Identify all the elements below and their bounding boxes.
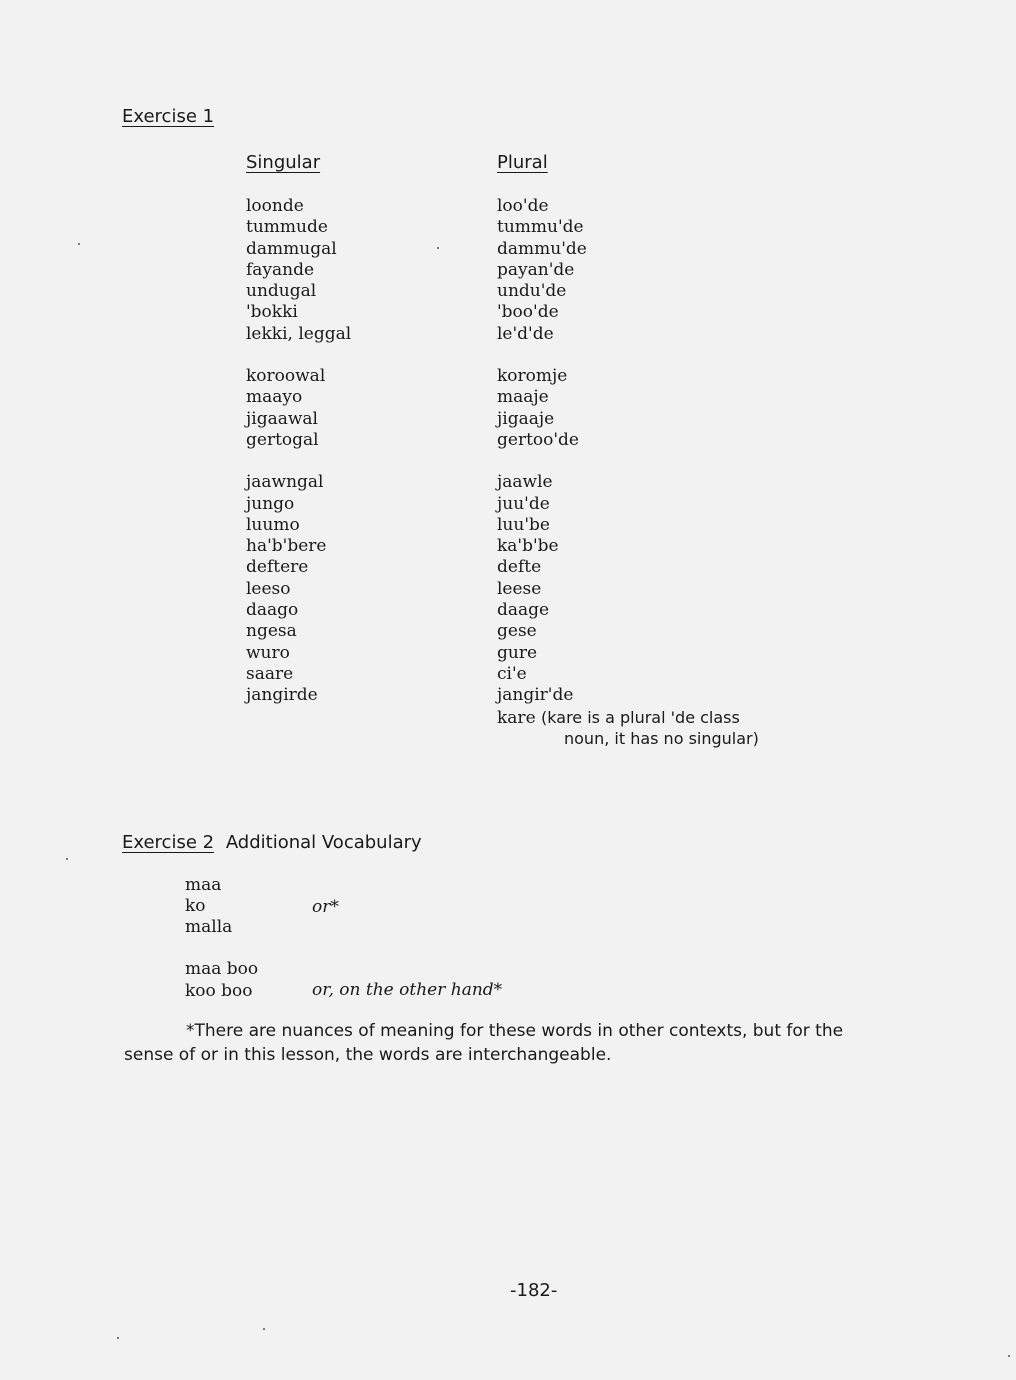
scan-speck — [263, 1328, 265, 1330]
scan-speck — [1008, 1355, 1010, 1357]
plural-word: gese — [497, 621, 537, 642]
plural-word: leese — [497, 578, 542, 599]
exercise2-heading — [122, 832, 422, 853]
footnote-line-1: *There are nuances of meaning for these words in other contexts, but for the — [186, 1021, 844, 1041]
plural-column — [497, 196, 759, 749]
vocab-group-1 — [185, 875, 232, 938]
singular-word: leeso — [246, 578, 291, 599]
singular-word: jangirde — [246, 685, 318, 706]
singular-word: gertogal — [246, 429, 319, 450]
plural-word: luu'be — [497, 514, 550, 535]
kare-word: kare — [497, 707, 536, 728]
singular-word: daago — [246, 600, 299, 621]
plural-word: payan'de — [497, 259, 575, 280]
vocab-word: malla — [185, 917, 233, 937]
singular-word: tummude — [246, 217, 328, 238]
vocab-meaning-2: or, on the other hand* — [312, 980, 503, 1000]
plural-word: dammu'de — [497, 238, 587, 259]
singular-word: loonde — [246, 196, 304, 216]
plural-word: ka'b'be — [497, 536, 559, 557]
plural-word: defte — [497, 557, 542, 578]
singular-word: wuro — [246, 642, 290, 663]
vocab-meaning-1: or* — [312, 897, 339, 917]
singular-word: jigaawal — [246, 408, 318, 429]
singular-word: jungo — [246, 493, 295, 514]
singular-word: jaawngal — [246, 472, 324, 493]
kare-note-continuation: noun, it has no singular) — [564, 728, 759, 748]
plural-word: jangir'de — [497, 685, 574, 706]
vocab-word: maa — [185, 875, 222, 895]
singular-word: lekki, leggal — [246, 323, 352, 344]
plural-word: ci'e — [497, 663, 527, 684]
scan-speck — [78, 243, 80, 245]
exercise2-subtitle: Additional Vocabulary — [225, 832, 422, 853]
singular-word: luumo — [246, 514, 300, 535]
plural-word: koromje — [497, 366, 568, 387]
singular-header: Singular — [246, 152, 321, 173]
plural-word: gure — [497, 642, 538, 663]
scan-speck — [437, 247, 439, 249]
plural-word: 'boo'de — [497, 302, 559, 323]
vocab-group-2 — [185, 958, 258, 1002]
plural-word: daage — [497, 600, 550, 621]
vocab-word: koo boo — [185, 981, 253, 1001]
singular-word: koroowal — [246, 366, 326, 387]
singular-word: 'bokki — [246, 302, 298, 323]
scan-speck — [66, 858, 68, 860]
singular-word: ngesa — [246, 621, 297, 642]
plural-word: maaje — [497, 387, 549, 408]
singular-word: maayo — [246, 387, 303, 408]
exercise1-title: Exercise 1 — [122, 106, 215, 127]
plural-word: gertoo'de — [497, 429, 579, 450]
plural-word: undu'de — [497, 281, 567, 302]
plural-word: jaawle — [497, 472, 553, 493]
singular-column — [246, 196, 351, 707]
plural-header: Plural — [497, 152, 548, 173]
plural-word: le'd'de — [497, 323, 554, 344]
singular-word: dammugal — [246, 238, 337, 259]
plural-word: loo'de — [497, 196, 549, 216]
vocab-word: ko — [185, 896, 206, 916]
footnote — [124, 1019, 904, 1067]
footnote-line-2: sense of or in this lesson, the words are interchangeable. — [124, 1045, 612, 1065]
plural-word: tummu'de — [497, 217, 584, 238]
scan-speck — [117, 1337, 119, 1339]
page-number: -182- — [510, 1280, 558, 1301]
kare-note: (kare is a plural 'de class — [541, 707, 740, 727]
singular-word: fayande — [246, 259, 315, 280]
plural-word: juu'de — [497, 493, 550, 514]
singular-word: saare — [246, 663, 294, 684]
vocab-word: maa boo — [185, 959, 259, 979]
singular-word: undugal — [246, 281, 317, 302]
kare-entry — [497, 707, 759, 728]
plural-word: jigaaje — [497, 408, 555, 429]
singular-word: ha'b'bere — [246, 536, 327, 557]
exercise2-title: Exercise 2 — [122, 832, 215, 853]
singular-word: deftere — [246, 557, 309, 578]
